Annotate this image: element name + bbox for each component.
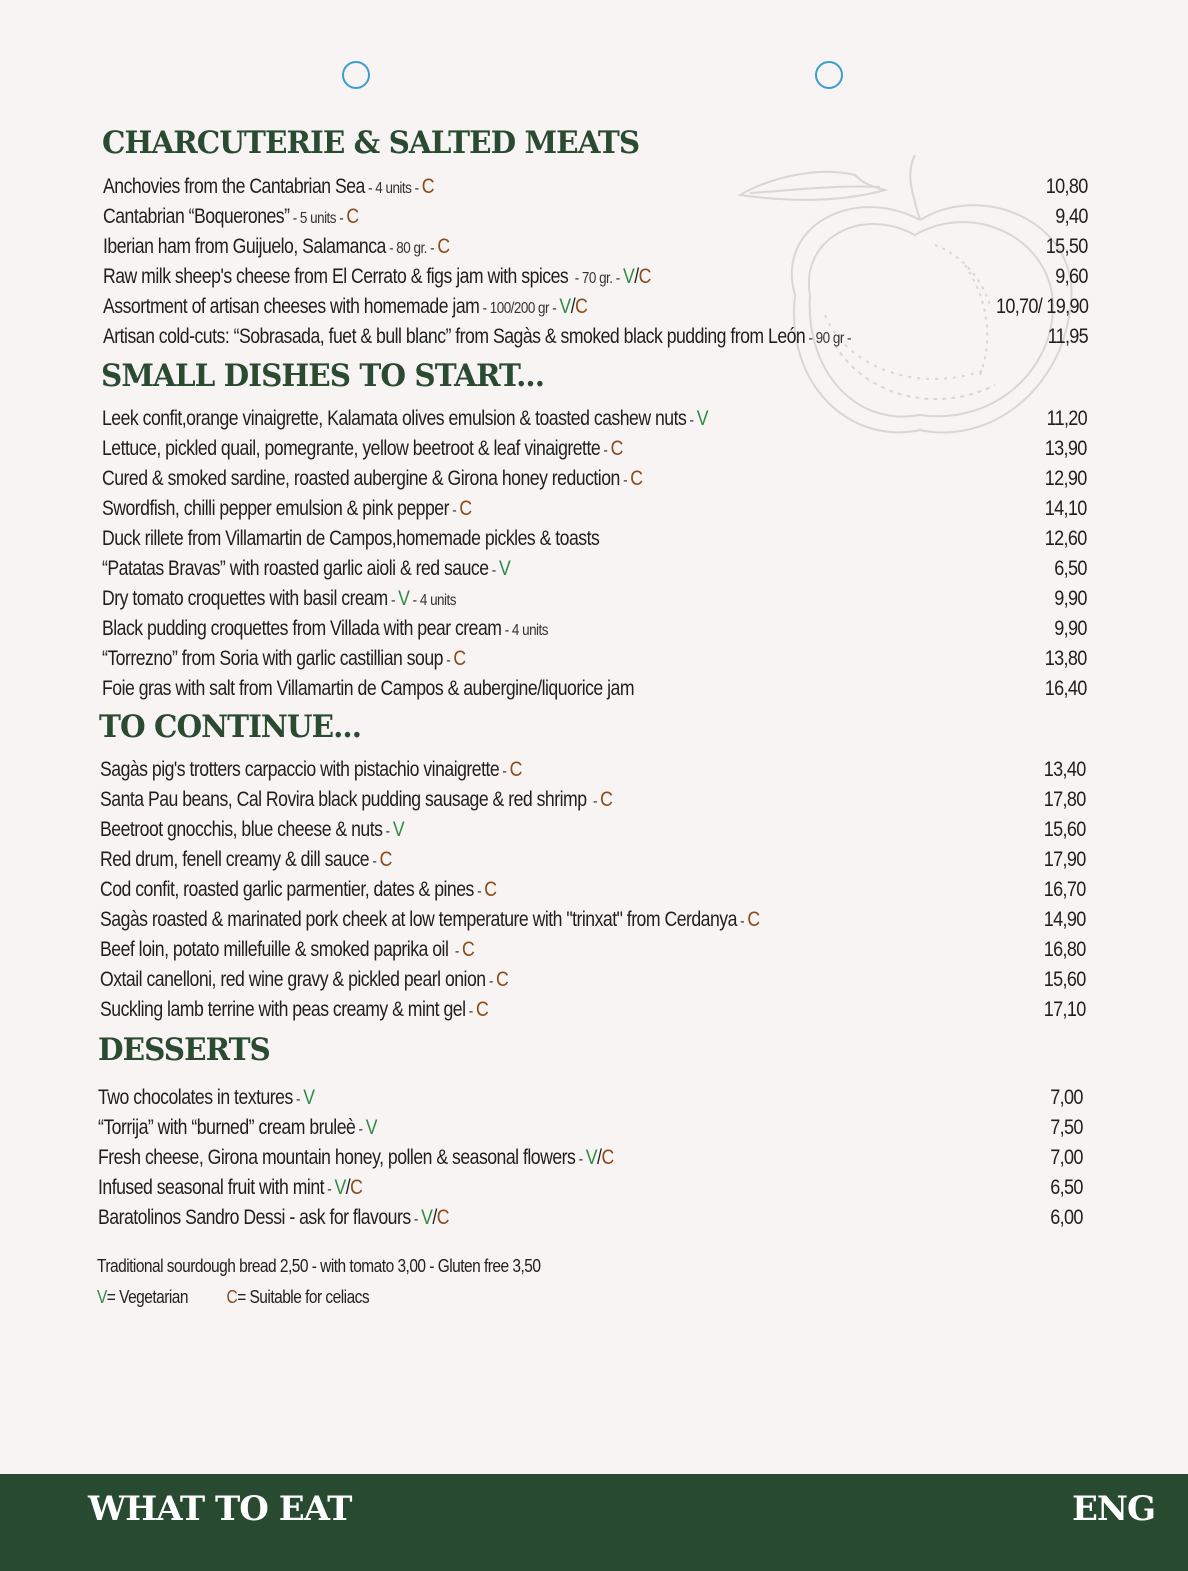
menu-item-detail: /: [345, 1176, 351, 1199]
celiac-tag: C: [747, 908, 760, 931]
menu-item: [102, 644, 535, 674]
menu-item-price: 17,10: [1044, 998, 1086, 1021]
menu-item-detail: - 4 units -: [364, 180, 422, 197]
menu-item-price: 16,70: [1044, 878, 1086, 901]
footer-title: WHAT TO EAT: [88, 1489, 352, 1529]
menu-item-detail: - 70 gr. -: [568, 270, 623, 287]
menu-item-text: [98, 1113, 377, 1145]
menu-item-price: 6,50: [1050, 1176, 1083, 1199]
menu-item-text: [98, 1173, 362, 1205]
menu-item-name: Anchovies from the Cantabrian Sea: [103, 175, 365, 198]
menu-item: [100, 785, 710, 815]
menu-item-price: 12,60: [1045, 527, 1087, 550]
menu-item: [102, 524, 694, 554]
menu-item-name: Sagàs roasted & marinated pork cheek at low temperature with "trinxat" from Cerdanya: [100, 908, 737, 931]
binder-hole-icon: [342, 61, 370, 89]
menu-item-detail: /: [570, 295, 576, 318]
menu-item-text: [103, 292, 587, 324]
vegetarian-tag: V: [498, 557, 511, 580]
menu-item-price: 11,20: [1046, 407, 1087, 430]
celiac-tag: C: [346, 205, 359, 228]
menu-item-name: Cured & smoked sardine, roasted aubergine & Girona honey reduction: [102, 467, 620, 490]
binder-hole-icon: [815, 61, 843, 89]
vegetarian-tag: V: [334, 1176, 346, 1199]
menu-item-text: [102, 584, 456, 616]
menu-item-text: [98, 1143, 614, 1175]
menu-item-name: Cantabrian “Boquerones”: [103, 205, 290, 228]
menu-item-name: Baratolinos Sandro Dessi - ask for flavours: [98, 1206, 411, 1229]
celiac-tag: C: [462, 938, 475, 961]
celiac-tag: C: [600, 788, 613, 811]
celiac-tag: C: [459, 497, 472, 520]
menu-item: [102, 614, 633, 644]
celiac-tag: C: [638, 265, 651, 288]
menu-item: [102, 674, 735, 704]
menu-item-text: [100, 845, 392, 877]
menu-item-price: 15,60: [1044, 818, 1086, 841]
menu-item: [98, 1083, 356, 1113]
celiac-tag: C: [509, 758, 522, 781]
menu-item-text: [103, 232, 450, 264]
menu-item: [98, 1143, 712, 1173]
vegetarian-tag: V: [622, 265, 635, 288]
menu-item-price: 14,90: [1044, 908, 1086, 931]
menu-item-detail: -: [473, 883, 485, 900]
menu-item-name: Swordfish, chilli pepper emulsion & pink pepper: [102, 497, 449, 520]
menu-item-name: Santa Pau beans, Cal Rovira black pudding sausage & red shrimp: [100, 788, 587, 811]
menu-item-price: 9,90: [1054, 587, 1087, 610]
menu-item-text: [103, 202, 359, 234]
language-indicator: ENG: [1071, 1489, 1155, 1529]
menu-item-name: “Torrija” with “burned” cream bruleè: [98, 1116, 356, 1139]
menu-item-detail: -: [292, 1091, 304, 1108]
menu-item-text: [100, 965, 508, 997]
celiac-tag: C: [453, 647, 466, 670]
menu-item-name: Iberian ham from Guijuelo, Salamanca: [103, 235, 386, 258]
menu-item-text: [98, 1203, 449, 1235]
menu-item-price: 9,90: [1054, 617, 1087, 640]
menu-item: [100, 965, 586, 995]
menu-item-name: Red drum, fenell creamy & dill sauce: [100, 848, 370, 871]
vegetarian-tag: V: [392, 818, 405, 841]
menu-item-detail: - 4 units: [409, 592, 456, 609]
menu-item-name: “Patatas Bravas” with roasted garlic aioli & red sauce: [102, 557, 489, 580]
celiac-tag: C: [436, 1206, 450, 1229]
menu-item-detail: -: [355, 1121, 366, 1138]
celiac-tag: C: [475, 998, 489, 1021]
celiac-tag: C: [421, 175, 435, 198]
menu-item: [103, 262, 755, 292]
section-title-charcuterie: CHARCUTERIE & SALTED MEATS: [102, 125, 640, 161]
menu-item-name: Raw milk sheep's cheese from El Cerrato & figs jam with spices: [103, 265, 569, 288]
menu-item-price: 9,60: [1055, 265, 1088, 288]
menu-item-detail: -: [686, 412, 697, 429]
menu-item-detail: -: [488, 562, 499, 579]
menu-item-detail: /: [597, 1146, 602, 1169]
menu-item-text: [103, 172, 434, 204]
menu-item-detail: -: [410, 1211, 422, 1228]
menu-item-name: “Torrezno” from Soria with garlic castillian soup: [102, 647, 443, 670]
menu-item-detail: -: [324, 1181, 335, 1198]
section-title-to-continue: TO CONTINUE...: [99, 709, 362, 745]
menu-item-text: [100, 935, 474, 967]
menu-item-detail: - 5 units -: [289, 210, 347, 227]
menu-item: [102, 584, 523, 614]
celiac-tag: C: [379, 848, 392, 871]
vegetarian-tag: V: [421, 1206, 433, 1229]
celiac-tag: C: [350, 1176, 363, 1199]
menu-item-text: [102, 404, 708, 436]
menu-item-detail: - 90 gr -: [805, 330, 851, 347]
menu-item-price: 17,90: [1044, 848, 1086, 871]
menu-item: [100, 755, 602, 785]
menu-item: [103, 232, 516, 262]
menu-item-price: 10,80: [1046, 175, 1088, 198]
celiac-tag: C: [437, 235, 450, 258]
menu-item-price: 17,80: [1044, 788, 1086, 811]
menu-item-price: 16,80: [1044, 938, 1086, 961]
menu-item-price: 6,50: [1054, 557, 1087, 580]
menu-item-name: Dry tomato croquettes with basil cream: [102, 587, 388, 610]
legend-celiac-mark: C: [226, 1287, 238, 1307]
menu-item-price: 6,00: [1050, 1206, 1083, 1229]
menu-item-price: 13,80: [1045, 647, 1087, 670]
menu-item-detail: - 80 gr. -: [385, 240, 438, 257]
menu-item: [102, 404, 823, 434]
menu-item-name: Leek confit,orange vinaigrette, Kalamata olives emulsion & toasted cashew nuts: [102, 407, 687, 430]
menu-item-detail: - 4 units: [501, 622, 549, 639]
menu-item-text: [102, 614, 548, 646]
menu-item-text: [103, 262, 651, 294]
menu-item-name: Infused seasonal fruit with mint: [98, 1176, 325, 1199]
vegetarian-tag: V: [585, 1146, 598, 1169]
menu-item-text: [100, 815, 404, 847]
menu-item-text: [100, 995, 488, 1027]
menu-item-detail: -: [619, 472, 631, 489]
menu-item-text: [102, 644, 466, 676]
menu-item-price: 13,40: [1044, 758, 1086, 781]
menu-item: [102, 434, 722, 464]
menu-item-name: Oxtail canelloni, red wine gravy & pickled pearl onion: [100, 968, 486, 991]
menu-item-price: 7,00: [1050, 1146, 1083, 1169]
bread-note: Traditional sourdough bread 2,50 - with tomato 3,00 - Gluten free 3,50: [97, 1256, 541, 1276]
menu-item-name: Fresh cheese, Girona mountain honey, pollen & seasonal flowers: [98, 1146, 576, 1169]
menu-item-name: Suckling lamb terrine with peas creamy & mint gel: [100, 998, 466, 1021]
menu-item-price: 16,40: [1045, 677, 1087, 700]
menu-item-price: 10,70/ 19,90: [995, 295, 1088, 318]
menu-item-price: 14,10: [1045, 497, 1087, 520]
menu-item-price: 7,00: [1050, 1086, 1083, 1109]
menu-item-text: [102, 464, 643, 496]
vegetarian-tag: V: [365, 1116, 378, 1139]
menu-item-detail: -: [442, 652, 454, 669]
menu-item-name: Lettuce, pickled quail, pomegrante, yellow beetroot & leaf vinaigrette: [102, 437, 601, 460]
menu-item: [103, 292, 680, 322]
menu-item-name: Artisan cold-cuts: “Sobrasada, fuet & bull blanc” from Sagàs & smoked black pudding from León: [103, 325, 806, 348]
menu-item: [103, 202, 407, 232]
menu-item-price: 15,50: [1046, 235, 1088, 258]
menu-item-detail: -: [600, 442, 611, 459]
menu-item-name: Cod confit, roasted garlic parmentier, dates & pines: [100, 878, 474, 901]
menu-item-text: [100, 905, 760, 937]
menu-item-text: [102, 494, 472, 526]
menu-item: [98, 1203, 516, 1233]
celiac-tag: C: [610, 437, 623, 460]
menu-item-text: [98, 1083, 314, 1115]
menu-item: [100, 995, 562, 1025]
menu-item-detail: -: [736, 913, 748, 930]
menu-item: [100, 845, 447, 875]
menu-item-price: 9,40: [1055, 205, 1088, 228]
menu-item: [98, 1113, 430, 1143]
menu-item-price: 7,50: [1050, 1116, 1083, 1139]
menu-item-price: 13,90: [1045, 437, 1087, 460]
celiac-tag: C: [496, 968, 509, 991]
menu-item-detail: /: [634, 265, 639, 288]
menu-item-detail: -: [387, 592, 399, 609]
menu-item-name: Duck rillete from Villamartin de Campos,homemade pickles & toasts: [102, 527, 600, 550]
menu-item-name: Beetroot gnocchis, blue cheese & nuts: [100, 818, 383, 841]
menu-item: [102, 464, 745, 494]
menu-item-detail: - 100/200 gr -: [479, 300, 560, 317]
menu-item-detail: -: [448, 943, 463, 960]
menu-item-detail: -: [465, 1003, 476, 1020]
menu-item: [100, 815, 462, 845]
menu-item-price: 11,95: [1047, 325, 1088, 348]
menu-item-text: [103, 322, 851, 354]
celiac-tag: C: [601, 1146, 614, 1169]
vegetarian-tag: V: [398, 587, 410, 610]
menu-item-price: 15,60: [1044, 968, 1086, 991]
menu-item-text: [102, 434, 623, 466]
menu-item: [102, 494, 542, 524]
section-title-desserts: DESSERTS: [98, 1032, 270, 1068]
legend: [97, 1287, 369, 1308]
menu-item-text: [102, 524, 599, 556]
menu-item-text: [100, 875, 497, 907]
menu-item-name: Assortment of artisan cheeses with homemade jam: [103, 295, 480, 318]
legend-celiac-text: = Suitable for celiacs: [237, 1287, 370, 1307]
vegetarian-tag: V: [696, 407, 709, 430]
legend-vegetarian-text: = Vegetarian: [106, 1287, 188, 1307]
menu-item-detail: /: [432, 1206, 437, 1229]
menu-item-detail: -: [369, 853, 380, 870]
celiac-tag: C: [575, 295, 588, 318]
menu-item-price: 12,90: [1045, 467, 1087, 490]
menu-item-name: Foie gras with salt from Villamartin de Campos & aubergine/liquorice jam: [102, 677, 635, 700]
menu-item-detail: -: [586, 793, 601, 810]
menu-item: [103, 322, 993, 352]
menu-item: [98, 1173, 413, 1203]
vegetarian-tag: V: [559, 295, 571, 318]
menu-item-detail: -: [382, 823, 393, 840]
vegetarian-tag: V: [303, 1086, 315, 1109]
menu-item: [102, 554, 588, 584]
menu-item-detail: -: [575, 1151, 586, 1168]
menu-item-name: Two chocolates in textures: [98, 1086, 293, 1109]
menu-item-text: [100, 755, 522, 787]
menu-item-name: Sagàs pig's trotters carpaccio with pistachio vinaigrette: [100, 758, 500, 781]
celiac-tag: C: [630, 467, 643, 490]
legend-vegetarian-mark: V: [97, 1287, 107, 1307]
menu-item-text: [102, 554, 510, 586]
celiac-tag: C: [484, 878, 497, 901]
menu-item: [100, 905, 885, 935]
menu-item-name: Black pudding croquettes from Villada with pear cream: [102, 617, 502, 640]
menu-item-name: Beef loin, potato millefuille & smoked paprika oil: [100, 938, 449, 961]
menu-item-detail: -: [448, 502, 460, 519]
menu-item: [100, 935, 546, 965]
section-title-small-dishes: SMALL DISHES TO START...: [101, 358, 545, 394]
menu-item: [100, 875, 572, 905]
menu-item-text: [100, 785, 612, 817]
menu-item-detail: -: [499, 763, 510, 780]
menu-item-text: [102, 674, 634, 706]
menu-item: [103, 172, 497, 202]
menu-item-detail: -: [485, 973, 497, 990]
